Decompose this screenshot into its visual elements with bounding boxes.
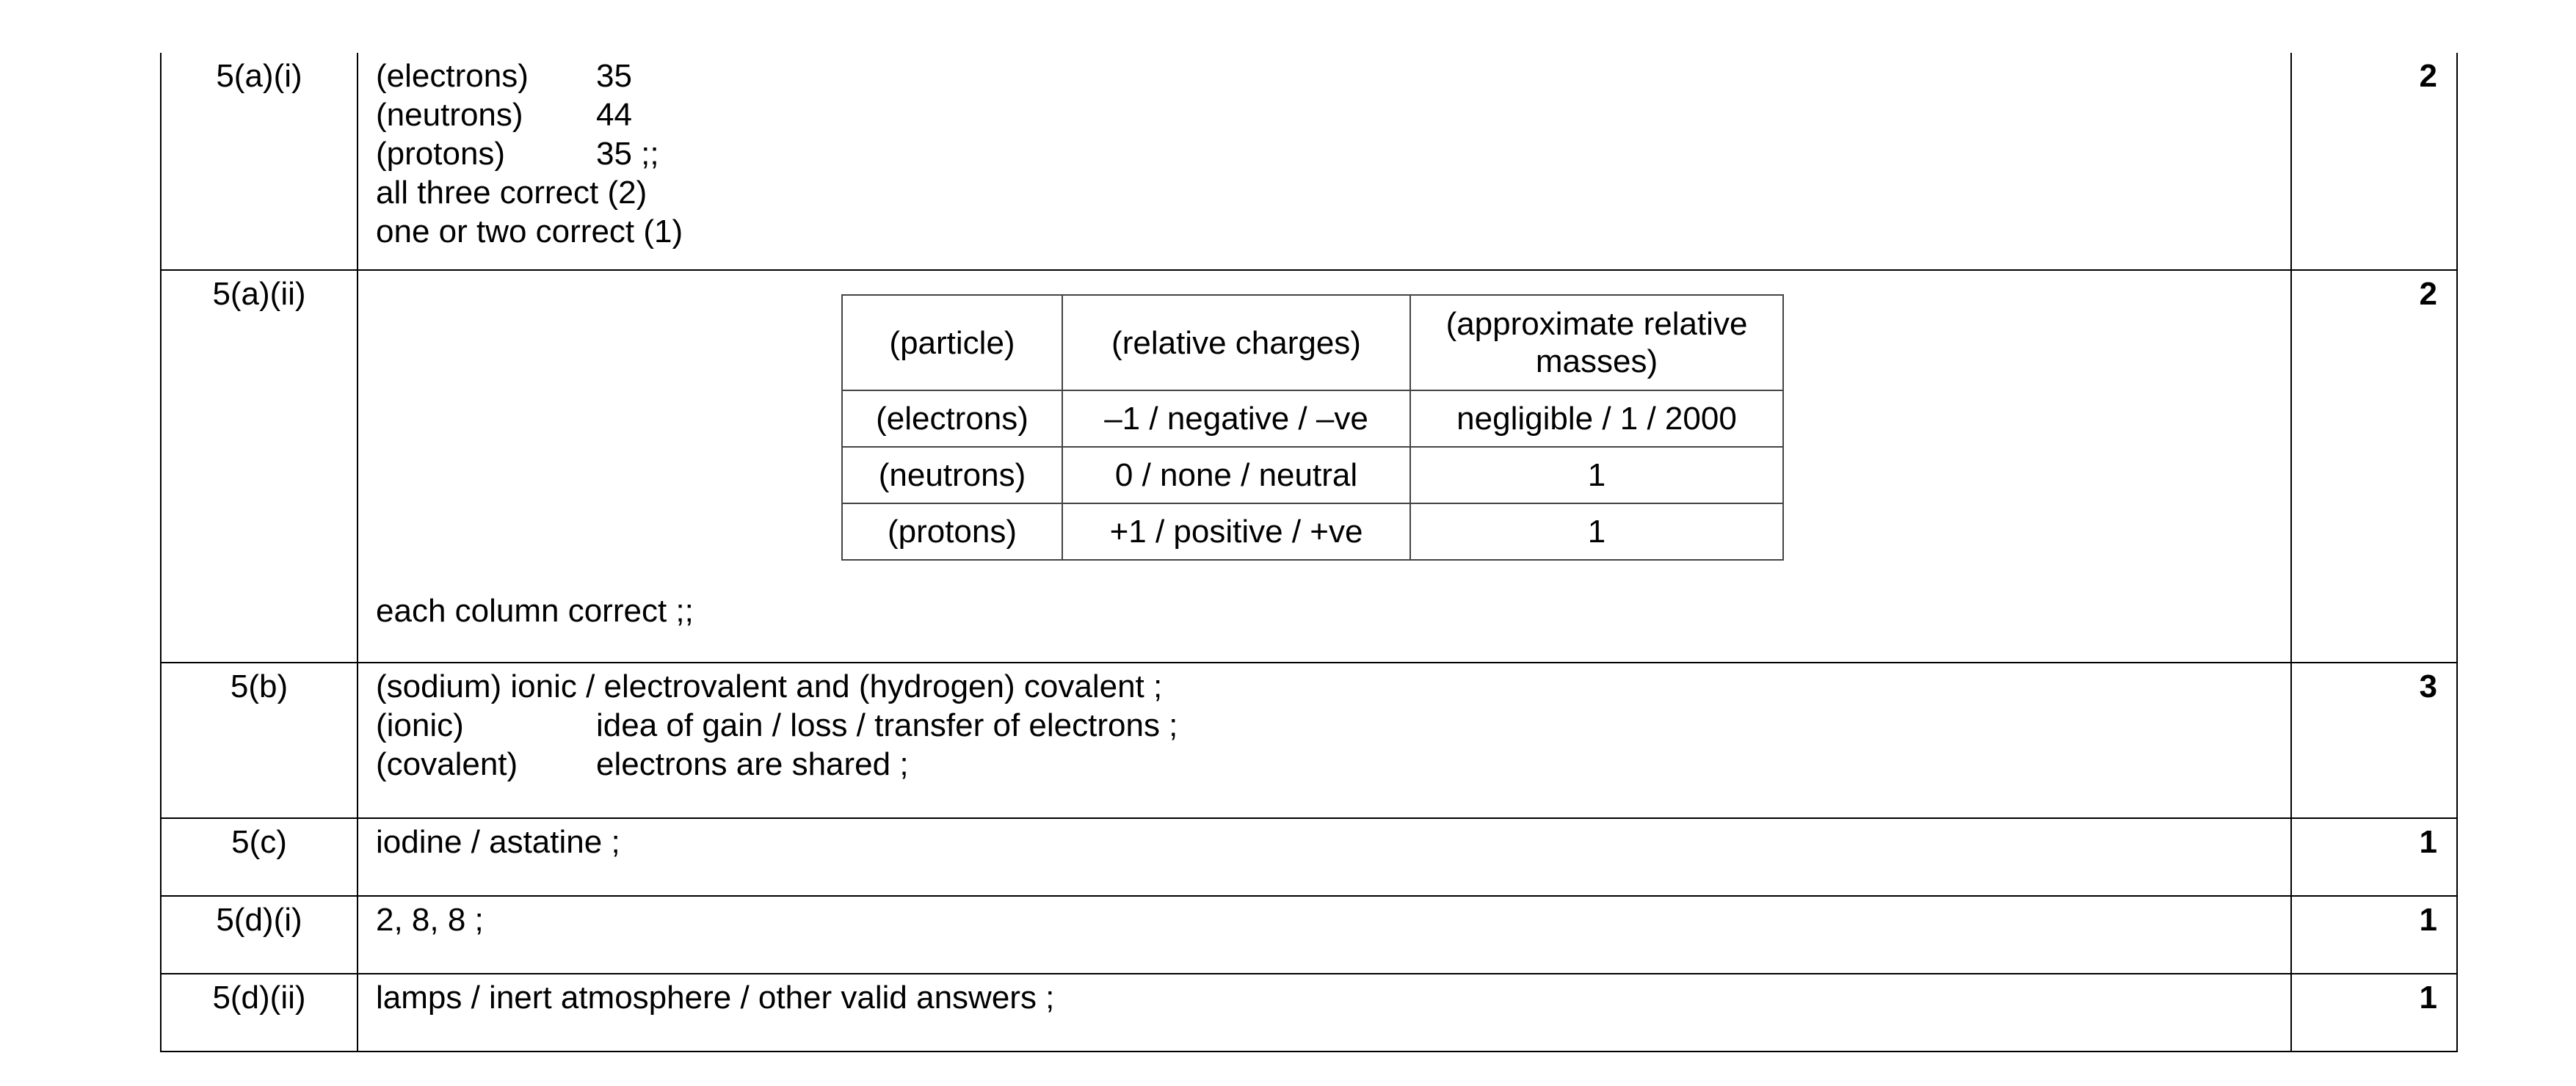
column-header: (particle) xyxy=(842,295,1062,390)
marks-value: 1 xyxy=(2291,974,2457,1052)
answer-note: each column correct ;; xyxy=(376,593,694,629)
table-cell: negligible / 1 / 2000 xyxy=(1410,390,1783,447)
table-cell: (electrons) xyxy=(842,390,1062,447)
answer-line xyxy=(376,95,2290,134)
column-header: (approximate relative masses) xyxy=(1410,295,1783,390)
answer-label: (neutrons) xyxy=(376,97,523,133)
table-header-row xyxy=(842,295,1783,390)
table-row xyxy=(161,53,2457,270)
answer-cell xyxy=(358,974,2291,1052)
answer-text: 44 xyxy=(596,97,632,133)
answer-line: all three correct (2) xyxy=(376,175,647,211)
answer-text: 35 ;; xyxy=(596,136,659,172)
answer-label: (electrons) xyxy=(376,58,529,94)
answer-label: (ionic) xyxy=(376,707,464,743)
answer-line xyxy=(376,706,2290,745)
answer-line xyxy=(376,134,2290,173)
answer-cell xyxy=(358,818,2291,896)
question-number: 5(d)(ii) xyxy=(161,974,358,1052)
marks-value: 1 xyxy=(2291,818,2457,896)
table-cell: 0 / none / neutral xyxy=(1062,447,1410,503)
answer-cell xyxy=(358,663,2291,818)
table-row xyxy=(161,818,2457,896)
answer-text: 35 xyxy=(596,58,632,94)
question-number: 5(c) xyxy=(161,818,358,896)
answer-line: (sodium) ionic / electrovalent and (hydrogen) covalent ; xyxy=(376,668,1163,704)
answer-cell xyxy=(358,270,2291,663)
marks-value: 1 xyxy=(2291,896,2457,974)
question-number: 5(a)(ii) xyxy=(161,270,358,663)
answer-text: idea of gain / loss / transfer of electrons ; xyxy=(596,707,1178,743)
table-row xyxy=(842,390,1783,447)
answer-line: lamps / inert atmosphere / other valid answers ; xyxy=(376,980,1055,1016)
table-cell: (protons) xyxy=(842,503,1062,560)
answer-label: (protons) xyxy=(376,136,506,172)
mark-scheme-table xyxy=(160,53,2458,1052)
marks-value: 3 xyxy=(2291,663,2457,818)
question-number: 5(b) xyxy=(161,663,358,818)
answer-line xyxy=(376,745,2290,784)
answer-text: electrons are shared ; xyxy=(596,746,909,782)
question-number: 5(a)(i) xyxy=(161,53,358,270)
table-row xyxy=(842,503,1783,560)
answer-line: one or two correct (1) xyxy=(376,214,683,249)
marks-value: 2 xyxy=(2291,270,2457,663)
answer-line: 2, 8, 8 ; xyxy=(376,902,484,938)
table-cell: –1 / negative / –ve xyxy=(1062,390,1410,447)
table-row xyxy=(842,447,1783,503)
table-row xyxy=(161,896,2457,974)
answer-cell xyxy=(358,896,2291,974)
answer-cell xyxy=(358,53,2291,270)
answer-line xyxy=(376,57,2290,95)
table-cell: 1 xyxy=(1410,503,1783,560)
table-row xyxy=(161,974,2457,1052)
table-row xyxy=(161,663,2457,818)
column-header: (relative charges) xyxy=(1062,295,1410,390)
table-cell: (neutrons) xyxy=(842,447,1062,503)
table-cell: +1 / positive / +ve xyxy=(1062,503,1410,560)
table-row xyxy=(161,270,2457,663)
marks-value: 2 xyxy=(2291,53,2457,270)
particle-charges-table xyxy=(841,294,1784,561)
answer-label: (covalent) xyxy=(376,746,518,782)
answer-line: iodine / astatine ; xyxy=(376,824,620,860)
table-cell: 1 xyxy=(1410,447,1783,503)
question-number: 5(d)(i) xyxy=(161,896,358,974)
